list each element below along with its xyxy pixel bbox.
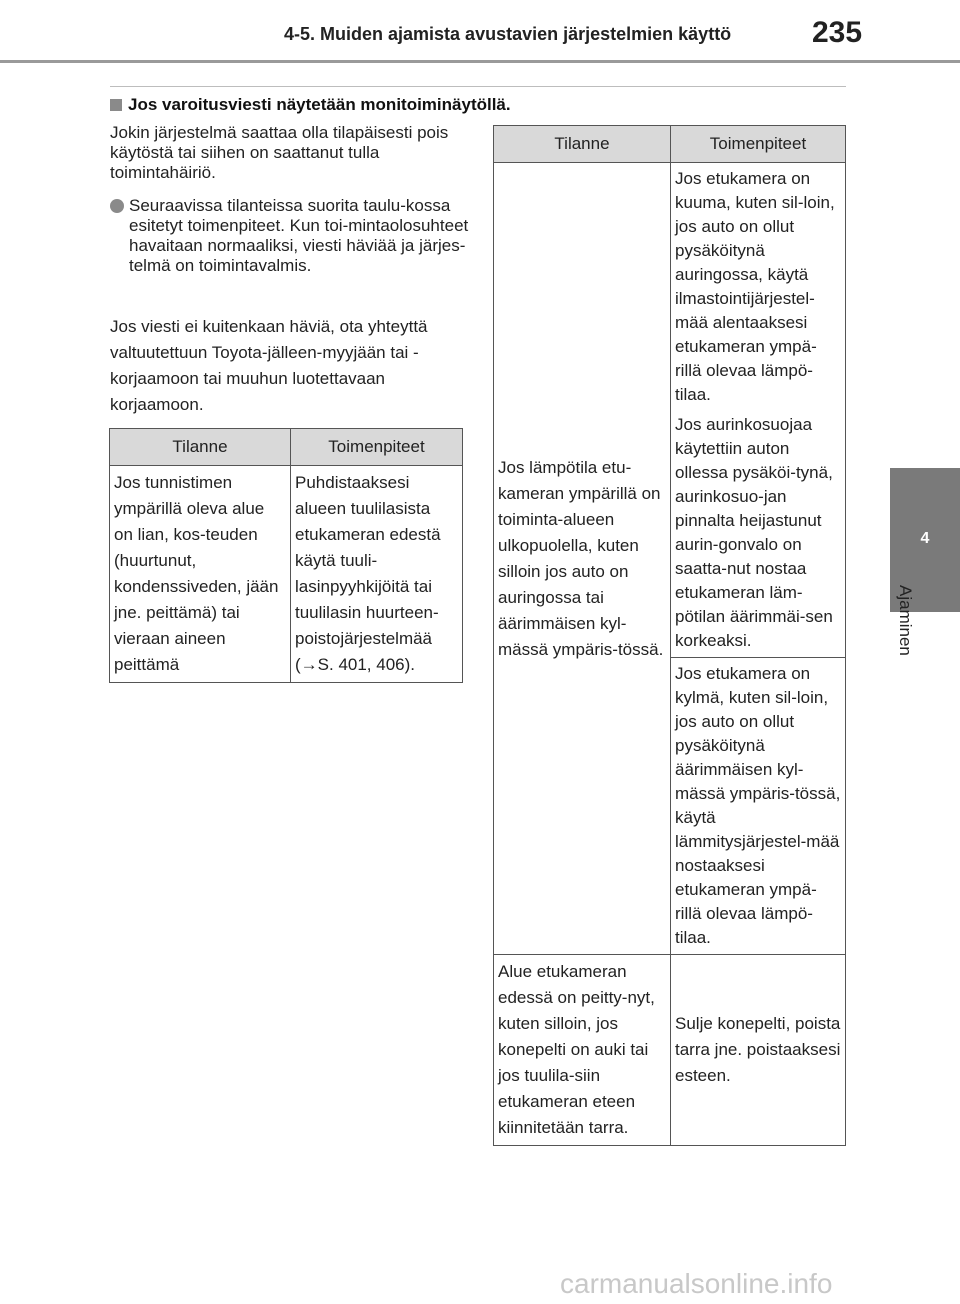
action-cell (671, 163, 846, 658)
chapter-title: 4-5. Muiden ajamista avustavien järjestelmien käyttö (284, 24, 732, 44)
section-heading (110, 95, 511, 115)
bullet-item (110, 196, 470, 276)
table-header-row (110, 429, 463, 466)
section-heading-text: Jos varoitusviesti näytetään monitoiminäytöllä. (128, 95, 511, 114)
section-divider (110, 86, 846, 87)
page-number: 235 (812, 16, 863, 49)
table-row (494, 955, 846, 1146)
intro-paragraph: Jokin järjestelmä saattaa olla tilapäisesti pois käytöstä tai siihen on saattanut tulla toimintahäiriö. (110, 123, 449, 182)
table-row (494, 163, 846, 658)
situation-cell: Jos lämpötila etu-kameran ympärillä on toiminta-alueen ulkopuolella, kuten silloin jos auto on auringossa tai äärimmäisen kyl-mässä ympäris-tössä. (494, 163, 671, 955)
temperature-table (493, 125, 846, 1146)
chapter-tab-number: 4 (920, 530, 930, 547)
action-cell: Puhdistaaksesi alueen tuulilasista etukameran edestä käytä tuuli-lasinpyyhkijöitä tai tuulilasin huurteen-poistojärjestelmää (→S. 401, 406). (291, 466, 463, 683)
page-header (0, 0, 960, 62)
action-sunshade-text: Jos aurinkosuojaa käytettiin auton ollessa pysäköi-tynä, aurinkosuo-jan pinnalta heijastunut aurin-gonvalo on saatta-nut nostaa etukameran läm-pötilan äärimmäi-sen korkeaksi. (675, 415, 833, 650)
bullet-text: Seuraavissa tilanteissa suorita taulu-kossa esitetyt toimenpiteet. Kun toi-mintaolosuhteet havaitaan normaaliksi, viesti häviää ja järjes-telmä on toimintavalmis. (129, 196, 469, 275)
circle-bullet-icon (110, 199, 124, 213)
column-header-action: Toimenpiteet (671, 126, 846, 163)
action-cold-cell: Jos etukamera on kylmä, kuten sil-loin, jos auto on ollut pysäköitynä äärimmäisen kyl-mässä ympäris-tössä, käytä lämmitysjärjestel-mää nostaaksesi etukameran ympä-rillä olevaa lämpö-tilaa. (671, 658, 846, 955)
column-header-situation: Tilanne (110, 429, 291, 466)
sensor-table (109, 428, 463, 683)
situation-cell: Jos tunnistimen ympärillä oleva alue on lian, kos-teuden (huurtunut, kondenssiveden, jään jne. peittämä) tai vieraan aineen peittämä (110, 466, 291, 683)
situation-cell: Alue etukameran edessä on peitty-nyt, kuten silloin, jos konepelti on auki tai jos tuulila-siin etukameran eteen kiinnitetään tarra. (494, 955, 671, 1146)
column-header-action: Toimenpiteet (291, 429, 463, 466)
square-bullet-icon (110, 99, 122, 111)
table-row (110, 466, 463, 683)
watermark: carmanualsonline.info (560, 1268, 833, 1299)
column-header-situation: Tilanne (494, 126, 671, 163)
action-cell: Sulje konepelti, poista tarra jne. poistaaksesi esteen. (671, 955, 846, 1146)
header-divider (0, 60, 960, 63)
contact-paragraph: Jos viesti ei kuitenkaan häviä, ota yhteyttä valtuutettuun Toyota-jälleen-myyjään tai -korjaamoon tai muuhun luotettavaan korjaamoon. (110, 317, 428, 414)
chapter-tab-label: Ajaminen (896, 585, 915, 656)
action-hot-text: Jos etukamera on kuuma, kuten sil-loin, jos auto on ollut pysäköitynä auringossa, käytä ilmastointijärjestel-mää alentaaksesi etukameran ympä-rillä olevaa lämpö-tilaa. (675, 169, 835, 404)
table-header-row (494, 126, 846, 163)
